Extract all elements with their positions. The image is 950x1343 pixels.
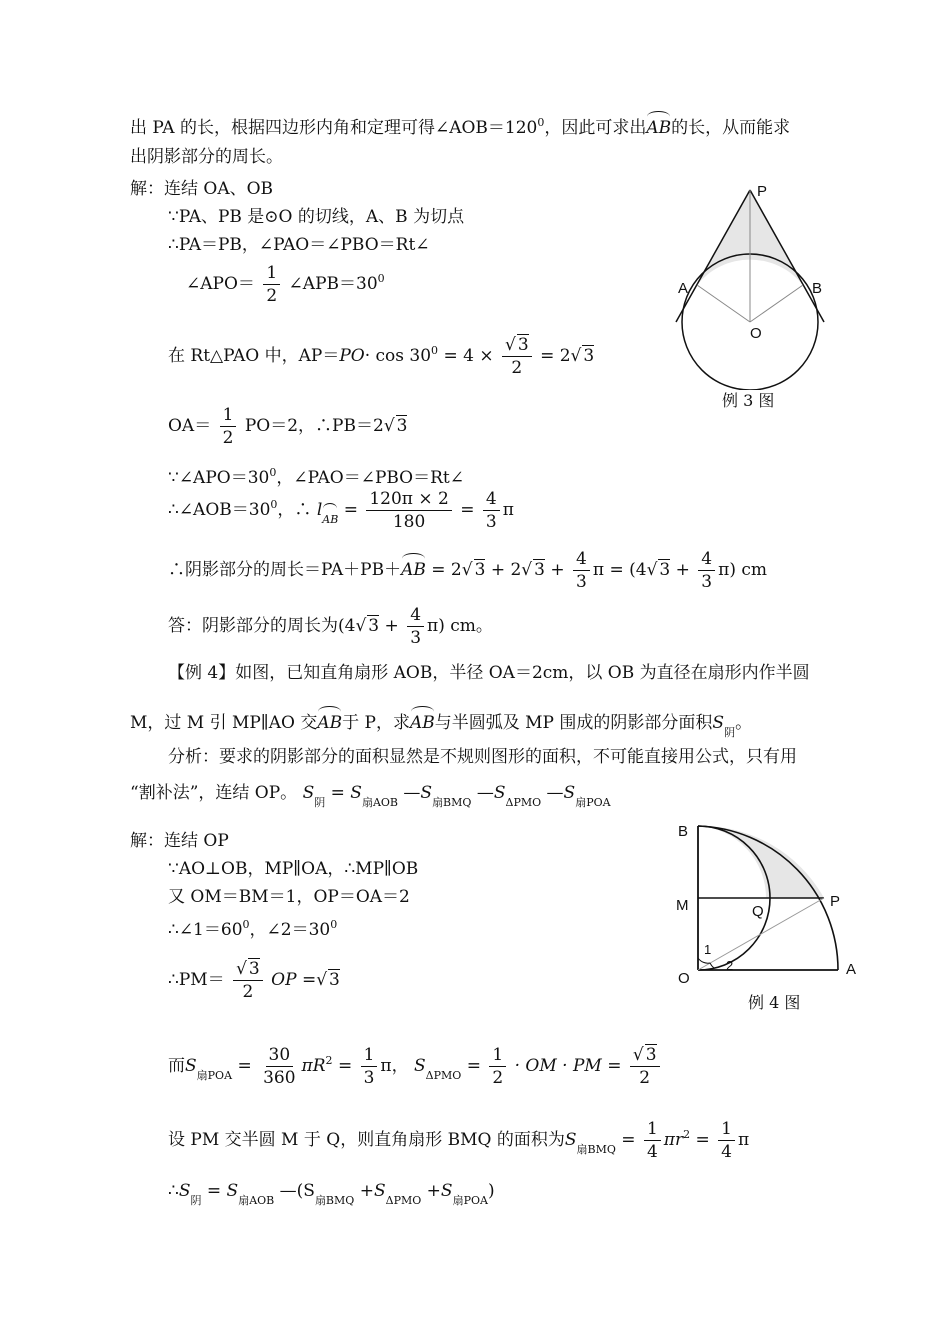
text-segment: π [502, 500, 514, 520]
text-line-22 [168, 1044, 663, 1089]
frac-den: 3 [701, 572, 713, 592]
sub: 扇BMQ [576, 1143, 616, 1156]
text-line-2: 出阴影部分的周长。 [130, 147, 283, 167]
degree-sup: 0 [270, 498, 278, 511]
text-line-11: ∴阴影部分的周长＝PA＋PB＋AB = 2√ 3 + 2√ 3 + $\frac{4}{3}$ π = (4√ 3 + $\frac{4}{3}$ π) cm [168, 549, 768, 592]
frac-den: 3 [363, 1068, 375, 1088]
fraction-arc-length [366, 488, 452, 533]
text-line-21: ∴PM＝ $\frac{√ 3}{2}$ OP =√ 3 [168, 959, 340, 1002]
var-s: S [226, 1181, 239, 1201]
figure-4-caption: 例 4 图 [748, 993, 801, 1012]
text-segment: + [675, 560, 690, 580]
arc-ab: AB [646, 118, 672, 138]
label-a: A [678, 280, 689, 297]
arc-ab: AB [409, 713, 435, 733]
text-segment: —(S [279, 1181, 315, 1201]
text-segment: cm。 [450, 616, 493, 636]
figure-3 [660, 180, 850, 390]
degree-sup: 0 [377, 272, 385, 285]
frac-den: 360 [263, 1068, 296, 1088]
text-line-1 [130, 112, 790, 139]
text-segment: M，过 M 引 MP∥AO 交 [130, 713, 318, 733]
text-segment: (4 [338, 616, 356, 636]
var-op: OP [271, 970, 297, 990]
sup: 2 [325, 1054, 333, 1067]
text-segment: 2 [372, 416, 384, 436]
var-s: S [712, 713, 725, 733]
text-segment: ) [729, 560, 736, 580]
frac-den: 2 [266, 286, 278, 306]
frac-num: 1 [489, 1044, 506, 1067]
text-segment: 的长，从而能求 [671, 118, 791, 138]
text-segment: = [466, 1056, 481, 1076]
text-segment: + 2 [490, 560, 522, 580]
text-segment: = [695, 1130, 710, 1150]
frac-den: 4 [646, 1142, 658, 1162]
fraction-1-4 [644, 1118, 661, 1163]
frac-num: 1 [718, 1118, 735, 1141]
var-s: S [185, 1056, 197, 1076]
var-l: l [316, 500, 323, 520]
sqrt-body: 3 [645, 1045, 657, 1065]
frac-num: √ 3 [630, 1044, 660, 1067]
frac-den: 3 [485, 512, 497, 532]
label-angle-2: 2 [726, 958, 734, 973]
text-segment: + [426, 1181, 441, 1201]
text-segment: · OM · PM = [514, 1056, 622, 1076]
text-line-23 [168, 1118, 749, 1163]
label-q: Q [752, 903, 764, 920]
frac-den: 2 [492, 1068, 504, 1088]
var-s: S [440, 1181, 453, 1201]
var-s: S [373, 1181, 386, 1201]
text-segment: πR [301, 1056, 326, 1076]
text-segment: ∴阴影部分的周长＝PA＋PB＋ [168, 560, 402, 580]
frac-den: 4 [721, 1142, 732, 1162]
text-segment: ，因此可求出 [544, 118, 647, 138]
sub: ΔPMO [385, 1194, 422, 1207]
degree-sup: 0 [269, 466, 277, 479]
frac-num: √ 3 [502, 334, 532, 357]
text-segment: = (4 [609, 560, 647, 580]
sqrt-body: 3 [659, 560, 671, 580]
frac-num: 1 [644, 1118, 661, 1141]
text-line-14 [130, 712, 752, 744]
text-segment: OA＝ [168, 416, 212, 436]
segment-oa [697, 285, 750, 322]
frac-den: 2 [639, 1068, 651, 1088]
fraction-1-4 [718, 1118, 735, 1163]
text-segment: + [359, 1181, 374, 1201]
label-p: P [830, 893, 841, 910]
fraction-half [263, 262, 280, 307]
sup: 2 [683, 1128, 691, 1141]
var-s: S [178, 1181, 191, 1201]
degree-sup: 0 [330, 918, 338, 931]
text-line-6 [186, 262, 385, 307]
text-segment: ， [391, 1056, 409, 1076]
var-po: PO [339, 346, 365, 366]
sub: 阴 [190, 1194, 202, 1207]
fraction-4-3 [698, 548, 715, 593]
text-line-9 [168, 462, 464, 489]
frac-den: 3 [410, 628, 422, 648]
sub: ΔPMO [505, 796, 542, 809]
sqrt-body: 3 [368, 616, 380, 636]
sub: 扇POA [196, 1069, 233, 1082]
text-segment: ，∠2＝30 [249, 920, 331, 940]
text-segment: ∴ [168, 1181, 179, 1201]
frac-num: 120π × 2 [366, 488, 452, 511]
text-line-8: OA＝ $\frac{1}{2}$ PO＝2，∴PB＝2√ 3 [168, 405, 408, 448]
figure-3-caption: 例 3 图 [722, 391, 775, 410]
text-segment: = [237, 1056, 252, 1076]
text-segment: 。 [735, 713, 753, 733]
text-segment: ) [438, 616, 445, 636]
frac-num: 1 [361, 1044, 378, 1067]
text-segment: “割补法”，连结 OP。 [130, 783, 298, 803]
text-segment: ∠APO＝ [186, 274, 255, 294]
text-segment: · cos 30 [364, 346, 432, 366]
text-line-10 [168, 488, 514, 533]
var-s: S [493, 783, 506, 803]
frac-den: 2 [222, 428, 234, 448]
sub-yin: 阴 [724, 726, 736, 739]
text-line-17: 解：连结 OP [130, 831, 229, 851]
text-segment: = [330, 783, 345, 803]
frac-den: 2 [511, 358, 523, 378]
frac-den: 2 [242, 982, 254, 1002]
text-segment: ) [487, 1181, 495, 1201]
text-segment: ，∴ [277, 500, 312, 520]
text-segment: π [737, 1130, 750, 1150]
sub: 扇BMQ [314, 1194, 355, 1207]
fraction-4-3 [573, 548, 590, 593]
text-line-13: 【例 4】如图，已知直角扇形 AOB，半径 OA＝2cm，以 OB 为直径在扇形内作半圆 [168, 663, 810, 683]
text-segment: ∵∠APO＝30 [168, 468, 270, 488]
text-segment: — [476, 783, 494, 803]
figure-4 [670, 818, 870, 988]
text-segment: 出 PA 的长，根据四边形内角和定理可得∠AOB＝120 [130, 118, 538, 138]
text-line-19: 又 OM＝BM＝1，OP＝OA＝2 [168, 887, 410, 907]
var-s: S [420, 783, 433, 803]
text-line-4: ∵PA、PB 是⊙O 的切线，A、B 为切点 [168, 207, 465, 227]
fraction-sqrt3-2 [233, 958, 263, 1003]
degree-sup: 0 [537, 116, 545, 129]
text-line-5: ∴PA＝PB，∠PAO＝∠PBO＝Rt∠ [168, 235, 430, 255]
text-segment: = [206, 1181, 222, 1201]
sub: 扇POA [452, 1194, 488, 1207]
text-segment: PO＝2，∴PB＝ [244, 416, 373, 436]
arc-ab: AB [317, 713, 343, 733]
text-segment: = [337, 1056, 353, 1076]
label-b: B [812, 280, 823, 297]
text-segment: = 4 × [443, 346, 494, 366]
text-segment: ∴∠AOB＝30 [168, 500, 271, 520]
text-segment: = [621, 1130, 636, 1150]
text-segment: 在 Rt△PAO 中，AP＝ [168, 346, 340, 366]
fraction-1-3 [361, 1044, 378, 1089]
text-segment: πr [663, 1130, 684, 1150]
sub: ΔPMO [425, 1069, 462, 1082]
frac-den: 3 [576, 572, 587, 592]
text-line-3: 解：连结 OA、OB [130, 179, 274, 199]
text-segment: cm [741, 560, 768, 580]
text-segment: π [380, 1056, 392, 1076]
var-s: S [302, 783, 315, 803]
text-segment: + [550, 560, 565, 580]
var-s: S [350, 783, 362, 803]
text-line-24 [168, 1180, 495, 1212]
sub: 扇AOB [238, 1194, 275, 1207]
frac-den: 180 [392, 512, 426, 532]
sqrt-body: 3 [248, 959, 260, 979]
frac-num: 1 [263, 262, 280, 285]
text-segment: 设 PM 交半圆 M 于 Q，则直角扇形 BMQ 的面积为 [168, 1130, 565, 1150]
fraction-30-360 [260, 1044, 298, 1089]
degree-sup: 0 [242, 918, 250, 931]
sqrt-body: 3 [474, 560, 486, 580]
frac-num: 4 [698, 548, 715, 571]
text-line-20 [168, 914, 337, 941]
sub: 阴 [314, 796, 326, 809]
label-o: O [678, 970, 690, 987]
sqrt-body: 3 [517, 335, 529, 355]
text-segment: ∠APB＝30 [288, 274, 378, 294]
sub: 扇BMQ [432, 796, 472, 809]
fraction-half [489, 1044, 506, 1089]
text-segment: — [403, 783, 421, 803]
label-a: A [846, 961, 857, 978]
text-line-12: 答：阴影部分的周长为(4√ 3 + $\frac{4}{3}$ π) cm。 [168, 605, 493, 648]
text-segment: 与半圆弧及 MP 围成的阴影部分面积 [434, 713, 713, 733]
text-line-18: ∵AO⊥OB，MP∥OA，∴MP∥OB [168, 859, 419, 879]
text-segment: 于 P，求 [342, 713, 410, 733]
label-o: O [750, 325, 762, 342]
text-segment: ∴∠1＝60 [168, 920, 243, 940]
text-line-16 [130, 782, 611, 814]
text-segment: = 2 [431, 560, 462, 580]
degree-sup: 0 [431, 344, 439, 357]
text-line-7: 在 Rt△PAO 中，$AP=PO\cdot \cos 30^0 = 4$ × $\frac{√ 3}{2}$ = 2√ 3 [168, 335, 595, 378]
label-p: P [757, 183, 768, 200]
sqrt-body: 3 [396, 416, 408, 436]
frac-num: 4 [573, 548, 590, 571]
text-segment: 而 [168, 1056, 185, 1076]
text-segment: = [343, 500, 358, 520]
sqrt-body: 3 [329, 970, 340, 990]
frac-num: 1 [220, 404, 237, 427]
arc-sub: AB [322, 509, 338, 531]
text-segment: = [460, 500, 475, 520]
text-segment: — [546, 783, 564, 803]
text-segment: ∴PM＝ [168, 970, 225, 990]
sub: 扇POA [575, 796, 611, 809]
text-segment: 答：阴影部分的周长为 [168, 616, 338, 636]
segment-ob [750, 285, 803, 322]
text-line-15: 分析：要求的阴影部分的面积显然是不规则图形的面积，不可能直接用公式，只有用 [168, 747, 797, 767]
fraction-sqrt3-2 [630, 1044, 660, 1089]
sqrt-body: 3 [583, 346, 595, 366]
label-angle-1: 1 [704, 942, 712, 957]
text-segment: π [592, 560, 605, 580]
var-s: S [563, 783, 576, 803]
angle-marks [698, 958, 714, 968]
var-s: S [414, 1056, 426, 1076]
text-segment: = [301, 970, 317, 990]
text-segment: = 2 [540, 346, 571, 366]
fraction-4-3 [407, 604, 424, 649]
frac-num: 4 [483, 488, 500, 511]
fraction-half [220, 404, 237, 449]
fraction-4-3 [483, 488, 500, 533]
frac-num: 30 [266, 1044, 294, 1067]
fraction-sqrt3-2 [502, 334, 532, 379]
frac-num: √ 3 [233, 958, 263, 981]
text-segment: + [384, 616, 399, 636]
text-segment: ，∠PAO＝∠PBO＝Rt∠ [276, 468, 464, 488]
text-segment: π [718, 560, 730, 580]
var-s: S [564, 1130, 577, 1150]
arc-ab: AB [401, 560, 426, 580]
text-segment: π [427, 616, 439, 636]
sqrt-body: 3 [534, 560, 545, 580]
label-b: B [678, 823, 689, 840]
frac-num: 4 [407, 604, 424, 627]
label-m: M [676, 897, 689, 914]
sub: 扇AOB [361, 796, 398, 809]
